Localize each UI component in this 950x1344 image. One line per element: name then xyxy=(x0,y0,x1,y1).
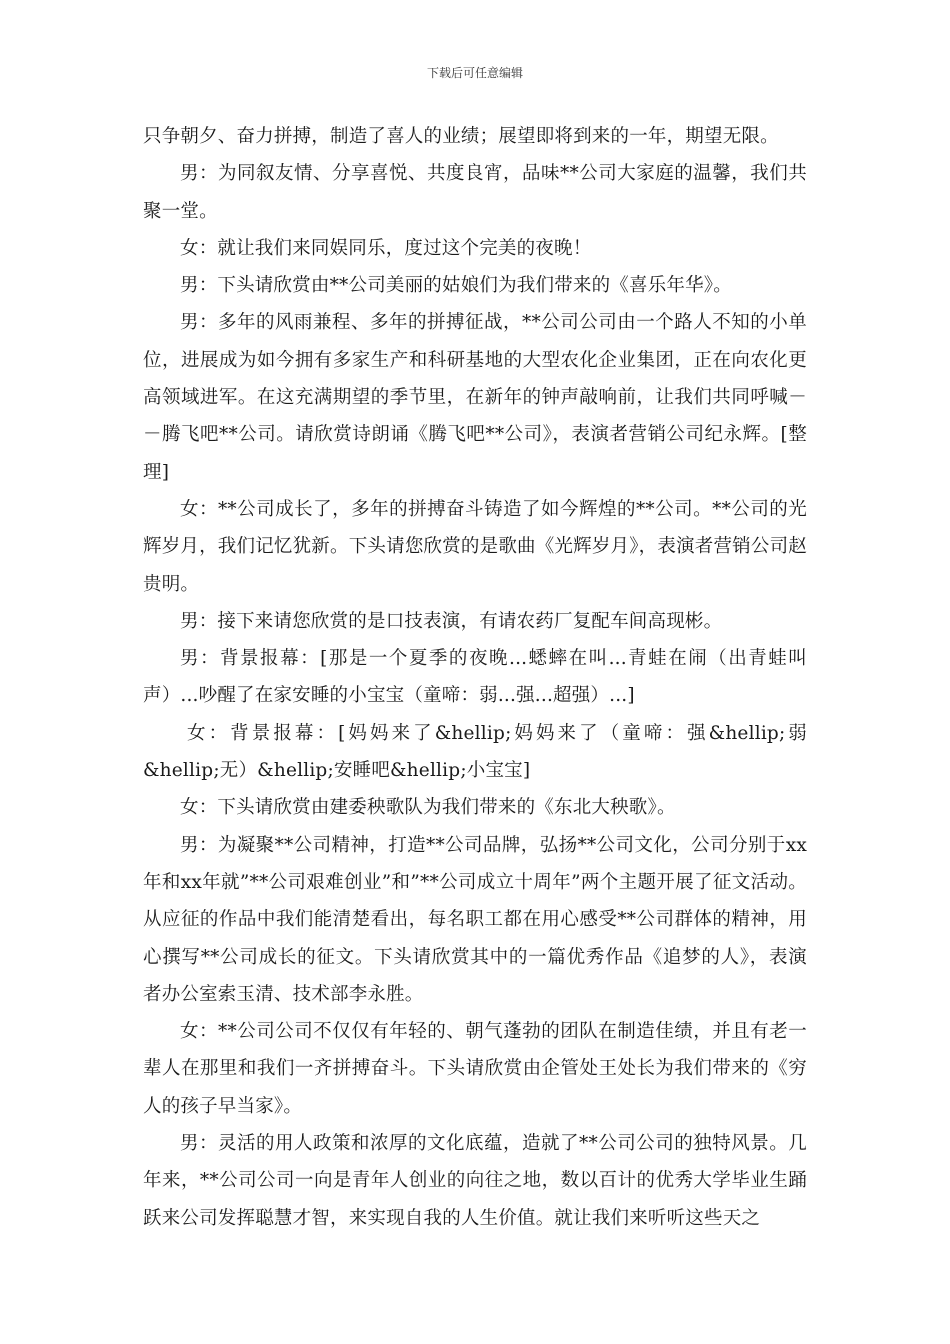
paragraph: 男：为同叙友情、分享喜悦、共度良宵，品味**公司大家庭的温馨，我们共聚一堂。 xyxy=(143,163,807,222)
document-body xyxy=(143,118,807,1237)
paragraph: 女：就让我们来同娱同乐，度过这个完美的夜晚！ xyxy=(180,237,592,259)
paragraph: 男：为凝聚**公司精神，打造**公司品牌，弘扬**公司文化，公司分别于xx年和xx年就”**公司艰难创业”和”**公司成立十周年”两个主题开展了征文活动。从应征的作品中我们能清楚看出，每名职工都在用心感受**公司群体的精神，用心撰写**公司成长的征文。下头请欣赏其中的一篇优秀作品《追梦的人》，表演者办公室索玉清、技术部李永胜。 xyxy=(143,834,807,1005)
paragraph: 女：下头请欣赏由建委秧歌队为我们带来的《东北大秧歌》。 xyxy=(180,797,676,819)
page-header: 下载后可任意编辑 xyxy=(426,66,523,80)
paragraph: 只争朝夕、奋力拼搏，制造了喜人的业绩；展望即将到来的一年，期望无限。 xyxy=(143,126,779,147)
paragraph: 女：**公司公司不仅仅有年轻的、朝气蓬勃的团队在制造佳绩，并且有老一辈人在那里和我们一齐拼搏奋斗。下头请欣赏由企管处王处长为我们带来的《穷人的孩子早当家》。 xyxy=(143,1021,807,1117)
paragraph: 女：背景报幕：[妈妈来了&hellip;妈妈来了（童啼：强&hellip;弱&hellip;无）&hellip;安睡吧&hellip;小宝宝] xyxy=(143,722,807,782)
paragraph: 男：背景报幕：[那是一个夏季的夜晚...蟋蟀在叫...青蛙在闹（出青蛙叫声）...吵醒了在家安睡的小宝宝（童啼：弱...强...超强）...] xyxy=(143,648,807,707)
paragraph: 女：**公司成长了，多年的拼搏奋斗铸造了如今辉煌的**公司。**公司的光辉岁月，我们记忆犹新。下头请您欣赏的是歌曲《光辉岁月》，表演者营销公司赵贵明。 xyxy=(143,498,807,595)
paragraph: 男：接下来请您欣赏的是口技表演，有请农药厂复配车间高现彬。 xyxy=(180,610,723,632)
paragraph: 男：多年的风雨兼程、多年的拼搏征战，**公司公司由一个路人不知的小单位，进展成为如今拥有多家生产和科研基地的大型农化企业集团，正在向农化更高领域进军。在这充满期望的季节里，在新年的钟声敲响前，让我们共同呼喊－－腾飞吧**公司。请欣赏诗朗诵《腾飞吧**公司》，表演者营销公司纪永辉。[整理] xyxy=(143,312,807,483)
paragraph: 男：下头请欣赏由**公司美丽的姑娘们为我们带来的《喜乐年华》。 xyxy=(180,275,732,297)
paragraph: 男：灵活的用人政策和浓厚的文化底蕴，造就了**公司公司的独特风景。几年来，**公司公司一向是青年人创业的向往之地，数以百计的优秀大学毕业生踊跃来公司发挥聪慧才智，来实现自我的人生价值。就让我们来听听这些天之 xyxy=(143,1133,807,1229)
